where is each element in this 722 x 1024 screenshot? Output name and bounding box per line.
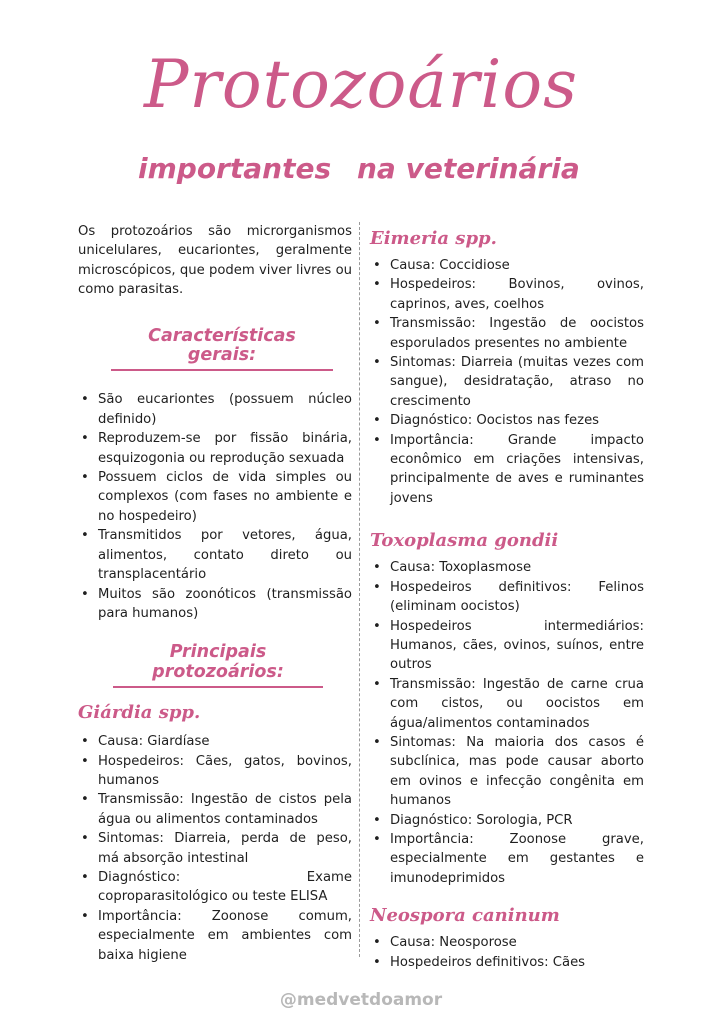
list-item: • Hospedeiros intermediários: Humanos, cães, ovinos, suínos, entre outros xyxy=(370,617,644,675)
list-item: • Causa: Toxoplasmose xyxy=(370,558,644,577)
list-item: • Diagnóstico: Sorologia, PCR xyxy=(370,811,644,830)
right-column xyxy=(370,228,644,972)
list-item: • Hospedeiros definitivos: Cães xyxy=(370,953,644,972)
list-item: • Transmissão: Ingestão de oocistos esporulados presentes no ambiente xyxy=(370,314,644,353)
list-item: • Reproduzem-se por fissão binária, esquizogonia ou reprodução sexuada xyxy=(78,429,352,468)
list-item: • Hospedeiros: Cães, gatos, bovinos, humanos xyxy=(78,752,352,791)
caracteristicas-heading: Características gerais: xyxy=(111,327,333,372)
footer-handle: @medvetdoamor xyxy=(279,990,443,1010)
list-item: • Hospedeiros: Bovinos, ovinos, caprinos, aves, coelhos xyxy=(370,275,644,314)
toxoplasma-heading: Toxoplasma gondii xyxy=(370,530,559,552)
list-item: • Transmissão: Ingestão de cistos pela água ou alimentos contaminados xyxy=(78,790,352,829)
list-item: • Causa: Neosporose xyxy=(370,933,644,952)
intro-paragraph: Os protozoários são microrganismos unicelulares, eucariontes, geralmente microscópicos, que podem viver livres ou como parasitas. xyxy=(78,224,352,298)
eimeria-list xyxy=(370,256,644,508)
eimeria-heading: Eimeria spp. xyxy=(370,228,497,249)
list-item: • Transmitidos por vetores, água, alimentos, contato direto ou transplacentário xyxy=(78,526,352,584)
list-item: • Diagnóstico: Oocistos nas fezes xyxy=(370,411,644,430)
list-item: • Sintomas: Diarreia (muitas vezes com sangue), desidratação, atraso no crescimento xyxy=(370,353,644,411)
list-item: • Hospedeiros definitivos: Felinos (eliminam oocistos) xyxy=(370,578,644,617)
giardia-heading: Giárdia spp. xyxy=(78,702,201,724)
list-item: • Muitos são zoonóticos (transmissão para humanos) xyxy=(78,585,352,624)
list-item: • Possuem ciclos de vida simples ou complexos (com fases no ambiente e no hospedeiro) xyxy=(78,468,352,526)
list-item: • Causa: Giardíase xyxy=(78,732,352,751)
principais-heading: Principais protozoários: xyxy=(113,643,323,688)
list-item: • Causa: Coccidiose xyxy=(370,256,644,275)
list-item: • Importância: Zoonose grave, especialmente em gestantes e imunodeprimidos xyxy=(370,830,644,888)
list-item: • Sintomas: Na maioria dos casos é subclínica, mas pode causar aborto em ovinos e infecção congênita em humanos xyxy=(370,733,644,811)
page-subtitle-left: importantes xyxy=(138,152,332,185)
left-column xyxy=(78,222,352,965)
list-item: • Sintomas: Diarreia, perda de peso, má absorção intestinal xyxy=(78,829,352,868)
list-item: • São eucariontes (possuem núcleo definido) xyxy=(78,390,352,429)
list-item: • Importância: Zoonose comum, especialmente em ambientes com baixa higiene xyxy=(78,907,352,965)
column-divider xyxy=(359,222,360,957)
toxoplasma-list xyxy=(370,558,644,888)
neospora-heading: Neospora caninum xyxy=(370,905,560,927)
list-item: • Transmissão: Ingestão de carne crua com cistos, ou oocistos em água/alimentos contaminados xyxy=(370,675,644,733)
page-subtitle-right: na veterinária xyxy=(357,152,580,185)
neospora-list xyxy=(370,933,644,972)
caracteristicas-list xyxy=(78,390,352,623)
giardia-list xyxy=(78,732,352,965)
page-title: Protozoários xyxy=(143,46,579,123)
list-item: • Importância: Grande impacto econômico em criações intensivas, principalmente de aves e ruminantes jovens xyxy=(370,431,644,509)
list-item: • Diagnóstico: Exame coproparasitológico ou teste ELISA xyxy=(78,868,352,907)
